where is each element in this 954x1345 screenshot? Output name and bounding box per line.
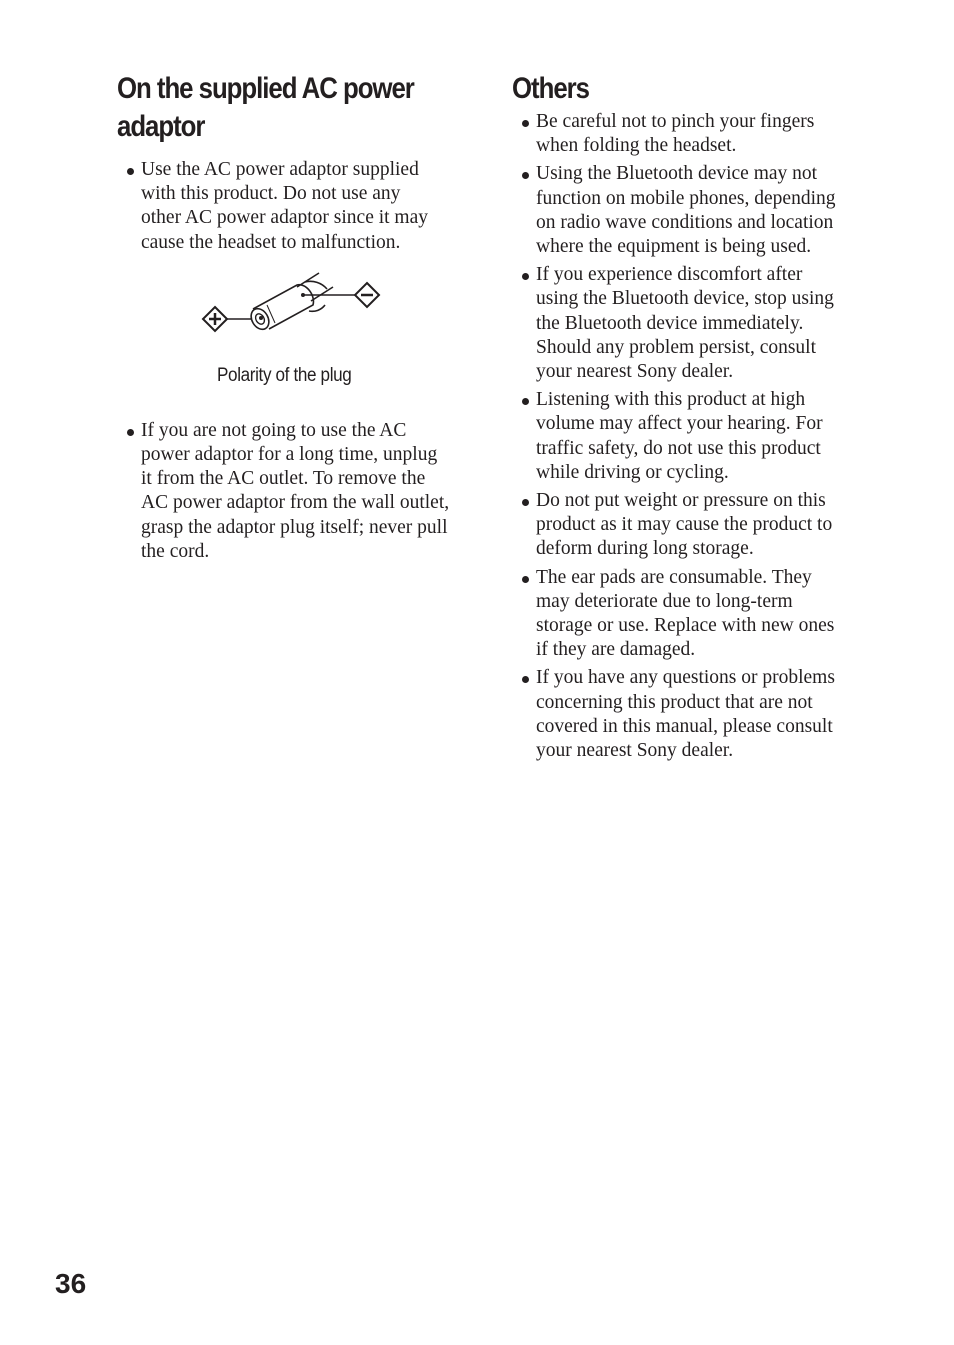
line: if they are damaged. — [536, 639, 696, 661]
line: Do not put weight or pressure on this — [536, 490, 826, 512]
line: with this product. Do not use any — [141, 183, 401, 205]
list-item — [512, 162, 872, 259]
page-number: 36 — [55, 1268, 87, 1299]
line: the cord. — [141, 540, 210, 562]
line: deform during long storage. — [536, 538, 754, 560]
list-item — [512, 110, 872, 158]
plug-polarity-icon — [197, 265, 397, 365]
line: your nearest Sony dealer. — [536, 740, 734, 762]
line: AC power adaptor from the wall outlet, — [141, 492, 450, 514]
line: the Bluetooth device immediately. — [536, 312, 804, 334]
line: If you have any questions or problems — [536, 667, 835, 689]
bullet-icon — [522, 576, 529, 583]
figure-caption: Polarity of the plug — [217, 364, 352, 386]
line: Listening with this product at high — [536, 389, 806, 411]
line: using the Bluetooth device, stop using — [536, 288, 834, 310]
line: it from the AC outlet. To remove the — [141, 468, 426, 490]
section-heading: Others — [512, 72, 589, 105]
line: on radio wave conditions and location — [536, 211, 834, 233]
heading-line-2: adaptor — [117, 110, 205, 143]
bullet-icon — [522, 273, 529, 280]
list-item — [512, 666, 872, 763]
list-item — [512, 489, 872, 562]
line: grasp the adaptor plug itself; never pull — [141, 516, 448, 538]
minus-terminal-icon — [355, 283, 379, 307]
line: Using the Bluetooth device may not — [536, 163, 818, 185]
line: covered in this manual, please consult — [536, 715, 833, 737]
bullet-icon — [522, 120, 529, 127]
line: If you experience discomfort after — [536, 264, 803, 286]
line: while driving or cycling. — [536, 461, 729, 483]
section-ac-power-adaptor — [117, 70, 477, 564]
bullet-icon — [522, 676, 529, 683]
line: when folding the headset. — [536, 135, 737, 157]
line: Use the AC power adaptor supplied — [141, 159, 419, 180]
section-heading — [117, 70, 427, 146]
list-item — [117, 419, 477, 564]
line: other AC power adaptor since it may — [141, 207, 429, 229]
line: may deteriorate due to long-term — [536, 590, 793, 612]
bullet-icon — [522, 398, 529, 405]
line: power adaptor for a long time, unplug — [141, 444, 438, 466]
line: cause the headset to malfunction. — [141, 231, 401, 253]
line: volume may affect your hearing. For — [536, 413, 823, 435]
line: your nearest Sony dealer. — [536, 361, 734, 383]
line: The ear pads are consumable. They — [536, 566, 812, 588]
plus-terminal-icon — [203, 307, 227, 331]
line: concerning this product that are not — [536, 691, 813, 713]
list-item — [117, 158, 477, 255]
line: where the equipment is being used. — [536, 236, 812, 258]
line: traffic safety, do not use this product — [536, 437, 821, 459]
plug-body-icon — [248, 273, 333, 333]
list-item — [512, 263, 872, 384]
line: Be careful not to pinch your fingers — [536, 111, 815, 132]
bullet-icon — [127, 429, 134, 436]
bullet-icon — [522, 172, 529, 179]
line: If you are not going to use the AC — [141, 419, 407, 441]
line: function on mobile phones, depending — [536, 187, 836, 209]
bullet-list-before — [117, 158, 477, 255]
line: storage or use. Replace with new ones — [536, 615, 835, 637]
section-others — [512, 70, 872, 767]
list-item — [512, 566, 872, 663]
bullet-list — [512, 110, 872, 763]
list-item — [512, 388, 872, 485]
bullet-icon — [522, 499, 529, 506]
bullet-icon — [127, 168, 134, 175]
bullet-list-after — [117, 419, 477, 564]
plug-polarity-figure — [117, 255, 477, 415]
heading-line-1: On the supplied AC power — [117, 72, 414, 105]
line: product as it may cause the product to — [536, 514, 833, 536]
line: Should any problem persist, consult — [536, 336, 817, 358]
